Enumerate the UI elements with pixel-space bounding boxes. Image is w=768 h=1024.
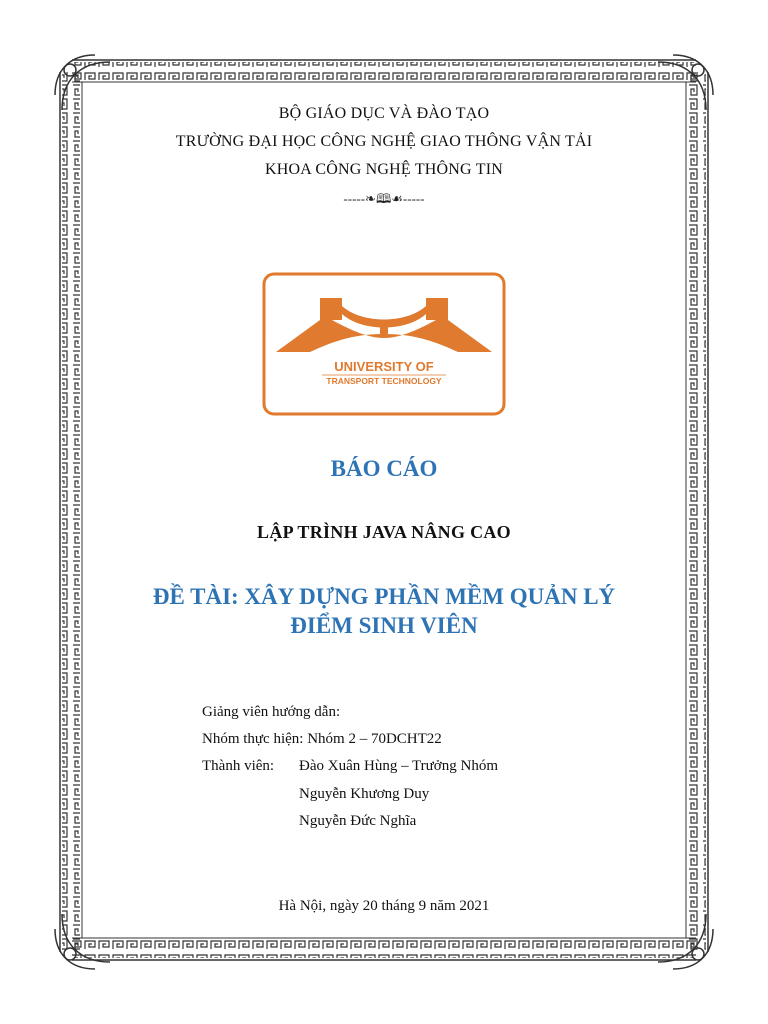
member-3: Nguyễn Đức Nghĩa [299, 813, 417, 829]
members-label: Thành viên: [202, 758, 275, 774]
group-label: Nhóm thực hiện: [202, 731, 304, 747]
university-heading: TRƯỜNG ĐẠI HỌC CÔNG NGHỆ GIAO THÔNG VẬN TẢI [175, 133, 593, 150]
member-2: Nguyễn Khương Duy [299, 786, 430, 802]
ministry-heading: BỘ GIÁO DỤC VÀ ĐÀO TẠO [278, 105, 490, 122]
university-logo [262, 272, 506, 416]
subject-title: LẬP TRÌNH JAVA NÂNG CAO [257, 522, 511, 542]
ornament-divider: -----❧🕮☙----- [343, 191, 425, 206]
place-date: Hà Nội, ngày 20 tháng 9 năm 2021 [278, 898, 490, 914]
group-value: Nhóm 2 – 70DCHT22 [307, 731, 442, 747]
faculty-heading: KHOA CÔNG NGHỆ THÔNG TIN [265, 161, 503, 178]
topic-title-line1: ĐỀ TÀI: XÂY DỰNG PHẦN MỀM QUẢN LÝ [152, 584, 616, 609]
member-1: Đào Xuân Hùng – Trưởng Nhóm [299, 758, 498, 774]
advisor-label: Giảng viên hướng dẫn: [202, 704, 341, 720]
topic-title-line2: ĐIỂM SINH VIÊN [290, 613, 478, 638]
group-row [202, 731, 442, 748]
logo-text-line1: UNIVERSITY OF [334, 359, 434, 374]
report-title: BÁO CÁO [330, 456, 438, 481]
logo-text-line2: TRANSPORT TECHNOLOGY [326, 376, 442, 386]
